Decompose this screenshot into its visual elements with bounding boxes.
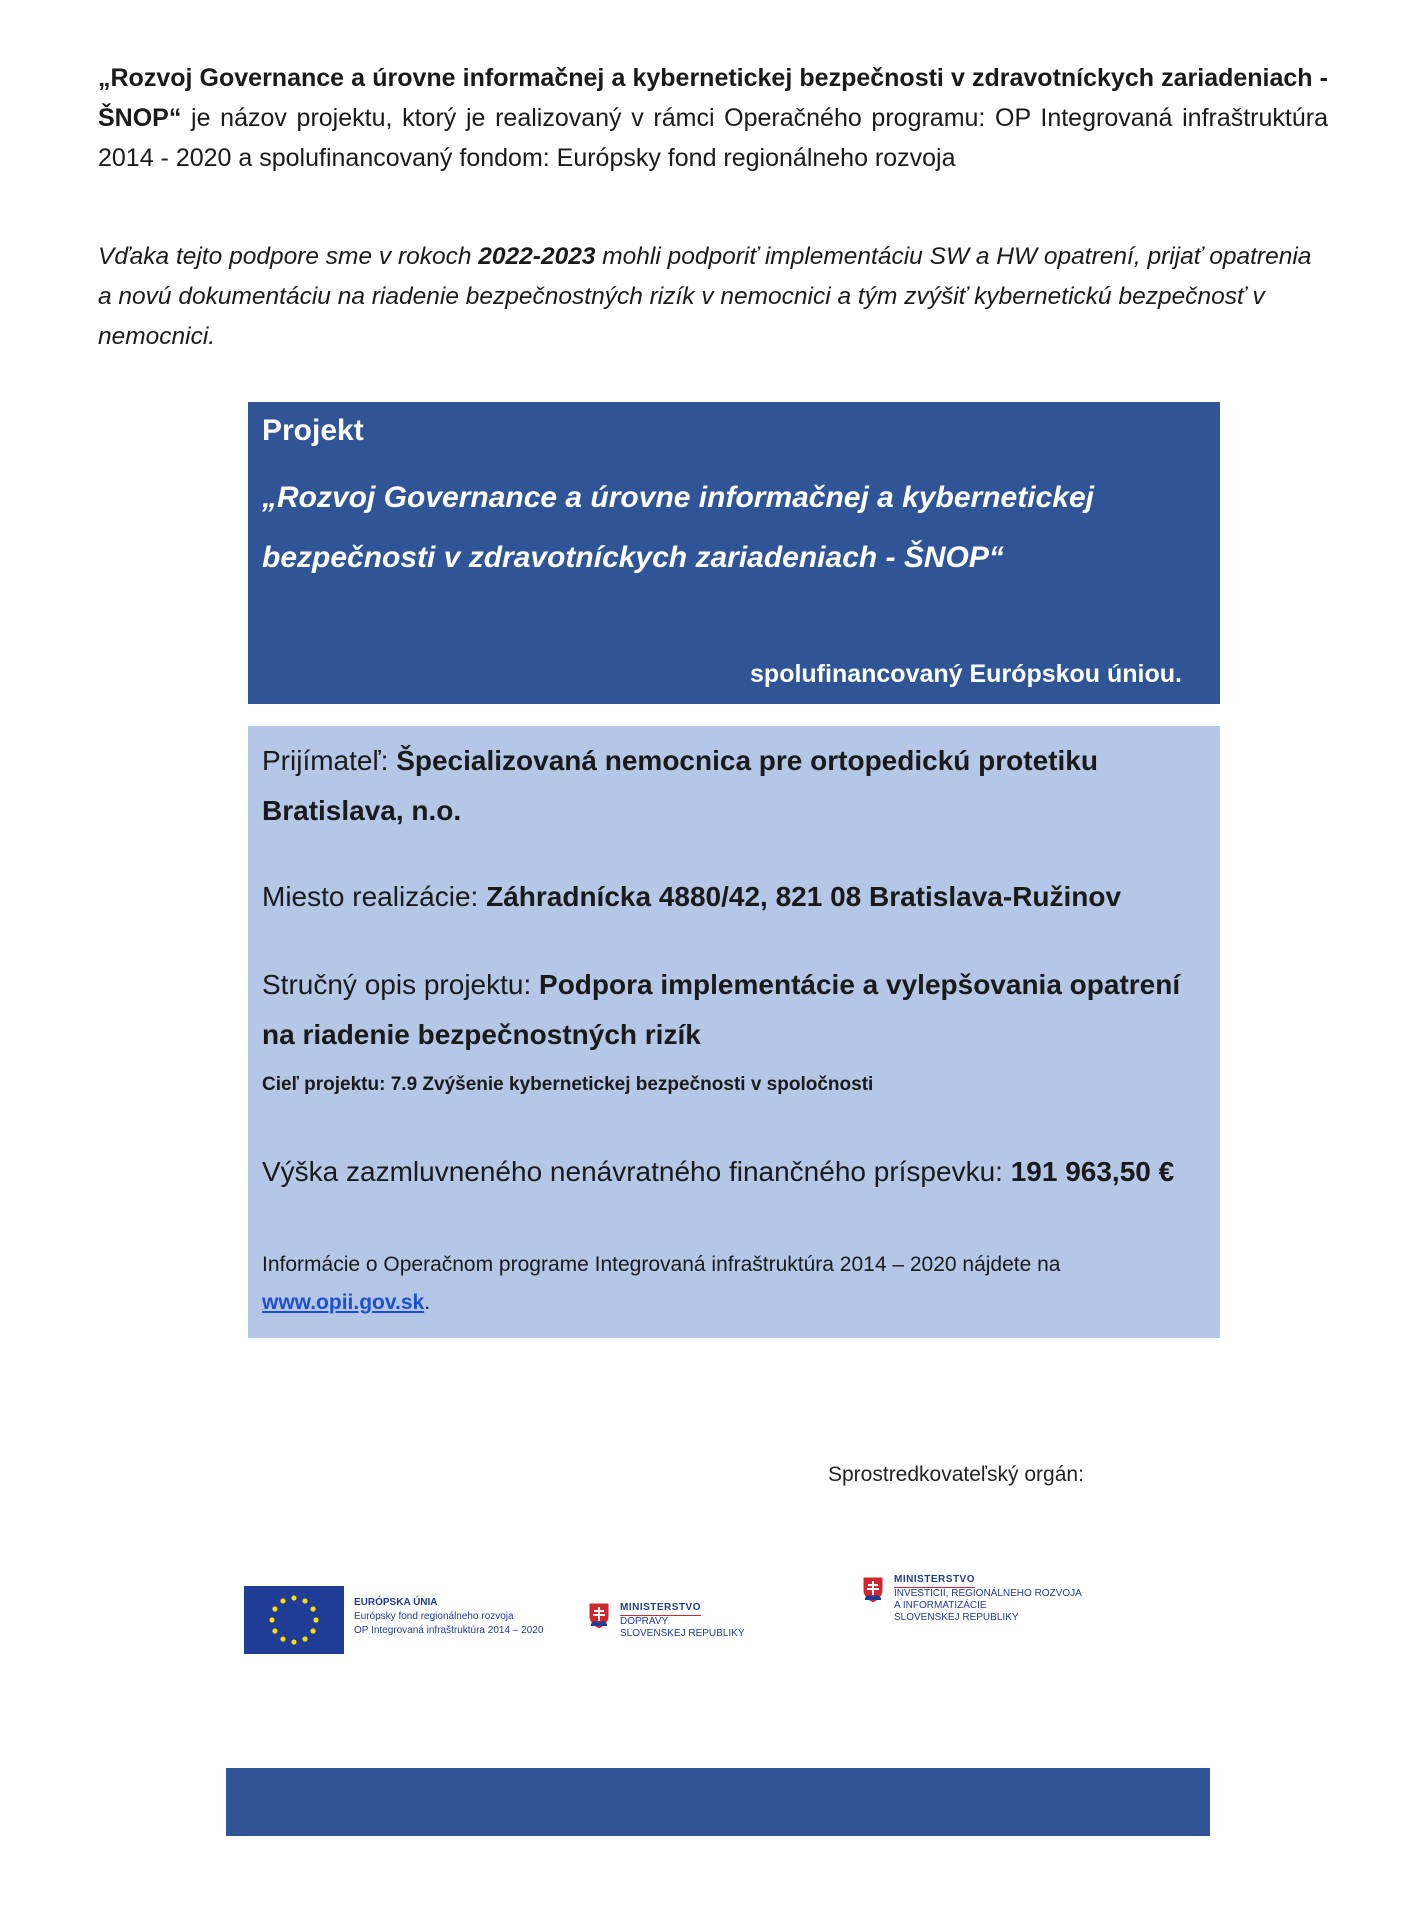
info-end: . bbox=[424, 1291, 431, 1314]
eu-star bbox=[280, 1636, 285, 1641]
eu-star bbox=[310, 1606, 315, 1611]
recipient-label: Prijímateľ: bbox=[262, 745, 397, 776]
eu-star bbox=[302, 1598, 307, 1603]
banner-label: Projekt bbox=[262, 414, 364, 447]
intro-text: je názov projektu, ktorý je realizovaný v rámci Operačného programu: OP Integrovaná infraštruktúra 2014 - 2020 a spolufinancovaný fondom: Európsky fond regionálneho rozvoja bbox=[98, 104, 1328, 172]
description-label: Stručný opis projektu: bbox=[262, 969, 540, 1000]
ministry2-line3: SLOVENSKEJ REPUBLIKY bbox=[894, 1612, 1019, 1623]
project-banner bbox=[248, 402, 1220, 704]
eu-star bbox=[272, 1628, 277, 1633]
opii-link[interactable]: www.opii.gov.sk bbox=[262, 1291, 425, 1314]
amount-label: Výška zazmluvneného nenávratného finančného príspevku: bbox=[262, 1156, 1011, 1187]
support-text-2: mohli podporiť implementáciu SW a HW opatrení, prijať opatrenia a novú dokumentáciu na riadenie bezpečnostných rizík v nemocnici a tým zvýšiť kybernetickú bezpečnosť v nemocnici. bbox=[98, 243, 1312, 350]
ministry-transport-text bbox=[620, 1602, 745, 1640]
description-row bbox=[262, 960, 1202, 1060]
location-row bbox=[262, 872, 1202, 922]
eu-star bbox=[280, 1598, 285, 1603]
recipient-row bbox=[262, 736, 1202, 836]
footer-bar bbox=[226, 1768, 1210, 1836]
eu-flag-icon bbox=[244, 1586, 344, 1654]
logos-strip bbox=[244, 1574, 1194, 1684]
support-paragraph bbox=[98, 237, 1328, 357]
ministry2-line2: A INFORMATIZÁCIE bbox=[894, 1600, 987, 1611]
eu-title: EURÓPSKA ÚNIA bbox=[354, 1597, 438, 1608]
amount-row bbox=[262, 1147, 1202, 1197]
eu-line2: OP Integrovaná infraštruktúra 2014 – 2020 bbox=[354, 1625, 544, 1636]
ministry2-line1: INVESTÍCIÍ, REGIONÁLNEHO ROZVOJA bbox=[894, 1588, 1082, 1599]
banner-title: „Rozvoj Governance a úrovne informačnej a kybernetickej bezpečnosti v zdravotníckych zariadeniach - ŠNOP“ bbox=[262, 481, 1094, 574]
eu-star bbox=[272, 1606, 277, 1611]
intro-paragraph bbox=[98, 58, 1328, 178]
info-row bbox=[262, 1246, 1202, 1322]
banner-cofinanced: spolufinancovaný Európskou úniou. bbox=[750, 660, 1182, 688]
eu-logo-text bbox=[354, 1596, 543, 1638]
eu-star bbox=[291, 1595, 296, 1600]
eu-star bbox=[269, 1617, 274, 1622]
ministry1-line2: SLOVENSKEJ REPUBLIKY bbox=[620, 1628, 745, 1639]
recipient-value: Špecializovaná nemocnica pre ortopedickú protetiku Bratislava, n.o. bbox=[262, 745, 1098, 826]
ministry1-title: MINISTERSTVO bbox=[620, 1602, 701, 1616]
location-label: Miesto realizácie: bbox=[262, 881, 487, 912]
ministry1-line1: DOPRAVY bbox=[620, 1616, 669, 1627]
eu-star bbox=[313, 1617, 318, 1622]
intro-project-title: „Rozvoj Governance a úrovne informačnej a kybernetickej bezpečnosti v zdravotníckych zariadeniach - ŠNOP“ bbox=[98, 64, 1328, 132]
support-text-1: Vďaka tejto podpore sme v rokoch bbox=[98, 243, 479, 270]
intermediary-label: Sprostredkovateľský orgán: bbox=[828, 1463, 1084, 1486]
eu-line1: Európsky fond regionálneho rozvoja bbox=[354, 1611, 514, 1622]
ministry-investments-text bbox=[894, 1574, 1082, 1624]
eu-star bbox=[310, 1628, 315, 1633]
location-value: Záhradnícka 4880/42, 821 08 Bratislava-Ružinov bbox=[486, 881, 1122, 912]
project-goal: Cieľ projektu: 7.9 Zvýšenie kybernetickej bezpečnosti v spoločnosti bbox=[262, 1074, 874, 1095]
slovak-crest-icon bbox=[588, 1602, 610, 1630]
description-value: Podpora implementácie a vylepšovania opatrení na riadenie bezpečnostných rizík bbox=[262, 969, 1181, 1050]
eu-star bbox=[291, 1639, 296, 1644]
eu-star bbox=[302, 1636, 307, 1641]
project-details bbox=[248, 726, 1220, 1338]
support-years: 2022-2023 bbox=[478, 243, 596, 270]
ministry2-title: MINISTERSTVO bbox=[894, 1574, 975, 1588]
slovak-crest-icon bbox=[862, 1576, 884, 1604]
amount-value: 191 963,50 € bbox=[1010, 1156, 1175, 1187]
info-text: Informácie o Operačnom programe Integrovaná infraštruktúra 2014 – 2020 nájdete na bbox=[262, 1253, 1061, 1276]
